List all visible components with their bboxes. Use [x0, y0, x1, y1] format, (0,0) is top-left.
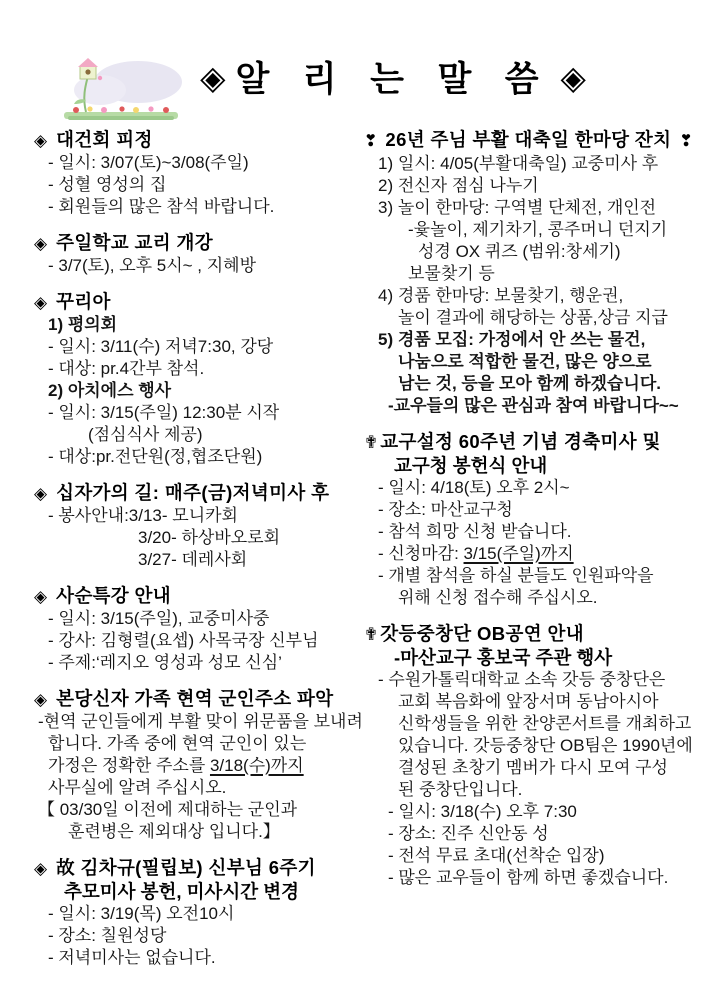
section-title [34, 231, 356, 255]
section-title [34, 687, 356, 711]
section-title [34, 856, 356, 880]
text-line [364, 219, 710, 241]
diamond-icon: ◈ [34, 293, 48, 312]
text-line [34, 777, 356, 799]
text-segment: 훈련병은 제외대상 입니다.】 [68, 822, 280, 841]
text-line [34, 402, 356, 424]
text-line [34, 336, 356, 358]
right-column [364, 128, 710, 982]
text-segment: - 전석 무료 초대(선착순 입장) [388, 846, 605, 865]
announcement-section [34, 687, 363, 843]
section-title-text: 대건회 피정 [56, 129, 153, 150]
diamond-icon: ◈ [200, 59, 226, 96]
text-segment: 사무실에 알려 주십시오. [48, 778, 227, 797]
text-line [34, 255, 356, 277]
text-segment: - 회원들의 많은 참석 바랍니다. [48, 197, 275, 216]
text-segment: 있습니다. 갓등중창단 OB팀은 1990년에 [398, 736, 693, 755]
text-line [364, 669, 710, 691]
text-segment: 【 03/30일 이전에 제대하는 군인과 [38, 800, 298, 819]
text-segment: -윷놀이, 제기차기, 콩주머니 던지기 [408, 220, 668, 239]
text-segment: - 일시: 3/07(토)~3/08(주일) [48, 153, 249, 172]
text-line [364, 713, 710, 735]
text-segment: - 일시: 3/15(주일), 교중미사중 [48, 609, 270, 628]
text-line [34, 608, 356, 630]
text-segment: - 장소: 칠원성당 [48, 926, 167, 945]
text-line [364, 735, 710, 757]
text-segment: 4) 경품 한마당: 보물찾기, 행운권, [378, 286, 624, 305]
text-line [34, 174, 356, 196]
section-title [34, 128, 356, 152]
text-line [34, 196, 356, 218]
text-segment: 합니다. 가족 중에 현역 군인이 있는 [48, 734, 307, 753]
text-line [34, 380, 356, 402]
text-line [364, 779, 710, 801]
text-segment: - 일시: 3/19(목) 오전10시 [48, 904, 235, 923]
text-segment: - 많은 교우들이 함께 하면 좋겠습니다. [388, 868, 669, 887]
text-segment: 교회 복음화에 앞장서며 동남아시아 [398, 692, 659, 711]
section-title [34, 584, 356, 608]
text-line [364, 395, 710, 417]
text-line [34, 314, 356, 336]
text-line [34, 711, 363, 733]
section-title-text: 주일학교 교리 개강 [56, 232, 214, 253]
text-segment: 놀이 결과에 해당하는 상품,상금 지급 [398, 308, 668, 327]
text-line [34, 358, 356, 380]
announcement-section [34, 856, 356, 969]
page-title [158, 52, 628, 102]
left-column [34, 128, 363, 982]
section-title-text: 십자가의 길: 매주(금)저녁미사 후 [56, 482, 330, 503]
text-line [364, 565, 710, 587]
text-line [364, 329, 710, 351]
text-line [364, 263, 710, 285]
text-segment: - 일시: 3/15(주일) 12:30분 시작 [48, 403, 280, 422]
text-line [34, 527, 356, 549]
text-line [34, 903, 356, 925]
text-line [364, 153, 710, 175]
text-line [364, 587, 710, 609]
diamond-icon: ◈ [34, 131, 48, 150]
text-line [364, 241, 710, 263]
text-line [364, 757, 710, 779]
text-segment: - 일시: 3/11(수) 저녁7:30, 강당 [48, 337, 274, 356]
text-segment: - 3/7(토), 오후 5시~ , 지혜방 [48, 256, 257, 275]
section-title [364, 128, 710, 153]
text-line [364, 543, 710, 565]
section-title-text: 사순특강 안내 [56, 585, 172, 606]
text-segment: 보물찾기 등 [408, 264, 495, 283]
announcement-section [34, 231, 356, 277]
section-title-text: 갓등중창단 OB공연 안내 [380, 623, 584, 644]
diamond-icon: ◈ [34, 484, 48, 503]
text-segment: - 봉사안내:3/13- 모니카회 [48, 506, 238, 525]
text-line [34, 821, 356, 843]
text-segment: 2) 전신자 점심 나누기 [378, 176, 539, 195]
text-line [364, 175, 710, 197]
text-line [34, 925, 356, 947]
text-segment: 위해 신청 접수해 주십시오. [398, 588, 598, 607]
section-title-text: 꾸리아 [56, 291, 111, 312]
text-segment: 남는 것, 등을 모아 함께 하겠습니다. [398, 374, 661, 393]
text-segment: (점심식사 제공) [88, 425, 203, 444]
section-title-line2: -마산교구 홍보국 주관 행사 [394, 647, 613, 668]
text-segment: - 일시: 4/18(토) 오후 2시~ [378, 478, 570, 497]
text-segment: 1) 일시: 4/05(부활대축일) 교중미사 후 [378, 154, 659, 173]
text-segment: - 신청마감: [378, 544, 464, 563]
text-segment: - 대상:pr.전단원(정,협조단원) [48, 447, 263, 466]
two-column-body [34, 128, 710, 982]
text-segment: - 강사: 김형렬(요셉) 사목국장 신부님 [48, 631, 319, 650]
text-line [34, 505, 356, 527]
text-segment: - 저녁미사는 없습니다. [48, 948, 216, 967]
text-line [364, 521, 710, 543]
page-title-text: 알 리 는 말 씀 [235, 60, 551, 99]
text-line [364, 307, 710, 329]
text-line [34, 152, 356, 174]
text-line [34, 799, 356, 821]
section-title [34, 290, 356, 314]
text-segment: - 장소: 마산교구청 [378, 500, 513, 519]
text-line [364, 801, 710, 823]
text-line [364, 285, 710, 307]
text-line [34, 947, 356, 969]
text-segment: 신학생들을 위한 찬양콘서트를 개최하고 [398, 714, 692, 733]
text-line [34, 733, 356, 755]
text-line [34, 630, 356, 652]
announcement-section [34, 290, 356, 468]
text-line [364, 373, 710, 395]
section-title [364, 622, 710, 646]
text-segment: -현역 군인들에게 부활 맞이 위문품을 보내려 [38, 712, 363, 731]
text-line [364, 197, 710, 219]
text-segment: 1) 평의회 [48, 315, 118, 334]
text-line [34, 652, 356, 674]
text-segment: 3) 놀이 한마당: 구역별 단체전, 개인전 [378, 198, 657, 217]
section-title [364, 430, 710, 454]
text-segment: - 주제:‘레지오 영성과 성모 신심’ [48, 653, 282, 672]
section-title-text: 26년 주님 부활 대축일 한마당 잔치 [385, 129, 672, 150]
text-segment: - 대상: pr.4간부 참석. [48, 359, 205, 378]
text-segment: 된 중창단입니다. [398, 780, 523, 799]
announcement-section [364, 622, 710, 889]
diamond-icon: ◈ [34, 690, 48, 709]
announcement-section [364, 128, 710, 417]
heart-ornament-icon: ❣ [679, 133, 693, 150]
announcement-section [34, 584, 356, 674]
heart-ornament-icon: ❣ [364, 133, 378, 150]
text-segment: - 일시: 3/18(수) 오후 7:30 [388, 802, 577, 821]
text-line [364, 845, 710, 867]
text-line [364, 477, 710, 499]
text-line [364, 823, 710, 845]
announcement-section [34, 128, 356, 218]
text-line [364, 867, 710, 889]
text-segment: 5) 경품 모집: 가정에서 안 쓰는 물건, [378, 330, 646, 349]
diamond-icon: ◈ [34, 234, 48, 253]
text-line [34, 549, 356, 571]
announcement-section [34, 481, 356, 571]
section-title [34, 481, 356, 505]
text-segment: - 개별 참석을 하실 분들도 인원파악을 [378, 566, 654, 585]
text-line [364, 499, 710, 521]
cross-icon: ✟ [364, 625, 379, 644]
page-header [0, 42, 714, 126]
text-segment: 가정은 정확한 주소를 [48, 756, 210, 775]
section-title-line2: 교구청 봉헌식 안내 [394, 455, 548, 476]
deadline-underlined-text: 3/18(수)까지 [209, 756, 304, 775]
section-title-text: 故 김차규(필립보) 신부님 6주기 [56, 857, 316, 878]
text-segment: 나눔으로 적합한 물건, 많은 양으로 [398, 352, 652, 371]
text-segment: - 성혈 영성의 집 [48, 175, 167, 194]
section-title-text: 본당신자 가족 현역 군인주소 파악 [56, 688, 334, 709]
announcement-section [364, 430, 710, 609]
text-line [364, 691, 710, 713]
text-segment: - 수원가톨릭대학교 소속 갓등 중창단은 [378, 670, 666, 689]
text-segment: 결성된 초창기 멤버가 다시 모여 구성 [398, 758, 668, 777]
section-title-text: 교구설정 60주년 기념 경축미사 및 [380, 431, 661, 452]
cross-icon: ✟ [364, 433, 379, 452]
text-segment: -교우들의 많은 관심과 참여 바랍니다~~ [388, 396, 679, 415]
text-segment: 3/20- 하상바오로회 [138, 528, 281, 547]
text-segment: 2) 아치에스 행사 [48, 381, 172, 400]
text-segment: 성경 OX 퀴즈 (범위:창세기) [418, 242, 621, 261]
text-segment: - 참석 희망 신청 받습니다. [378, 522, 572, 541]
section-title-line2: 추모미사 봉헌, 미사시간 변경 [64, 881, 300, 902]
deadline-underlined-text: 3/15(주일)까지 [463, 544, 574, 563]
text-line [34, 424, 356, 446]
text-line [34, 446, 356, 468]
text-segment: - 장소: 진주 신안동 성 [388, 824, 549, 843]
diamond-icon: ◈ [560, 59, 586, 96]
diamond-icon: ◈ [34, 587, 48, 606]
diamond-icon: ◈ [34, 859, 48, 878]
text-segment: 3/27- 데레사회 [138, 550, 248, 569]
text-line [34, 755, 356, 777]
text-line [364, 351, 710, 373]
